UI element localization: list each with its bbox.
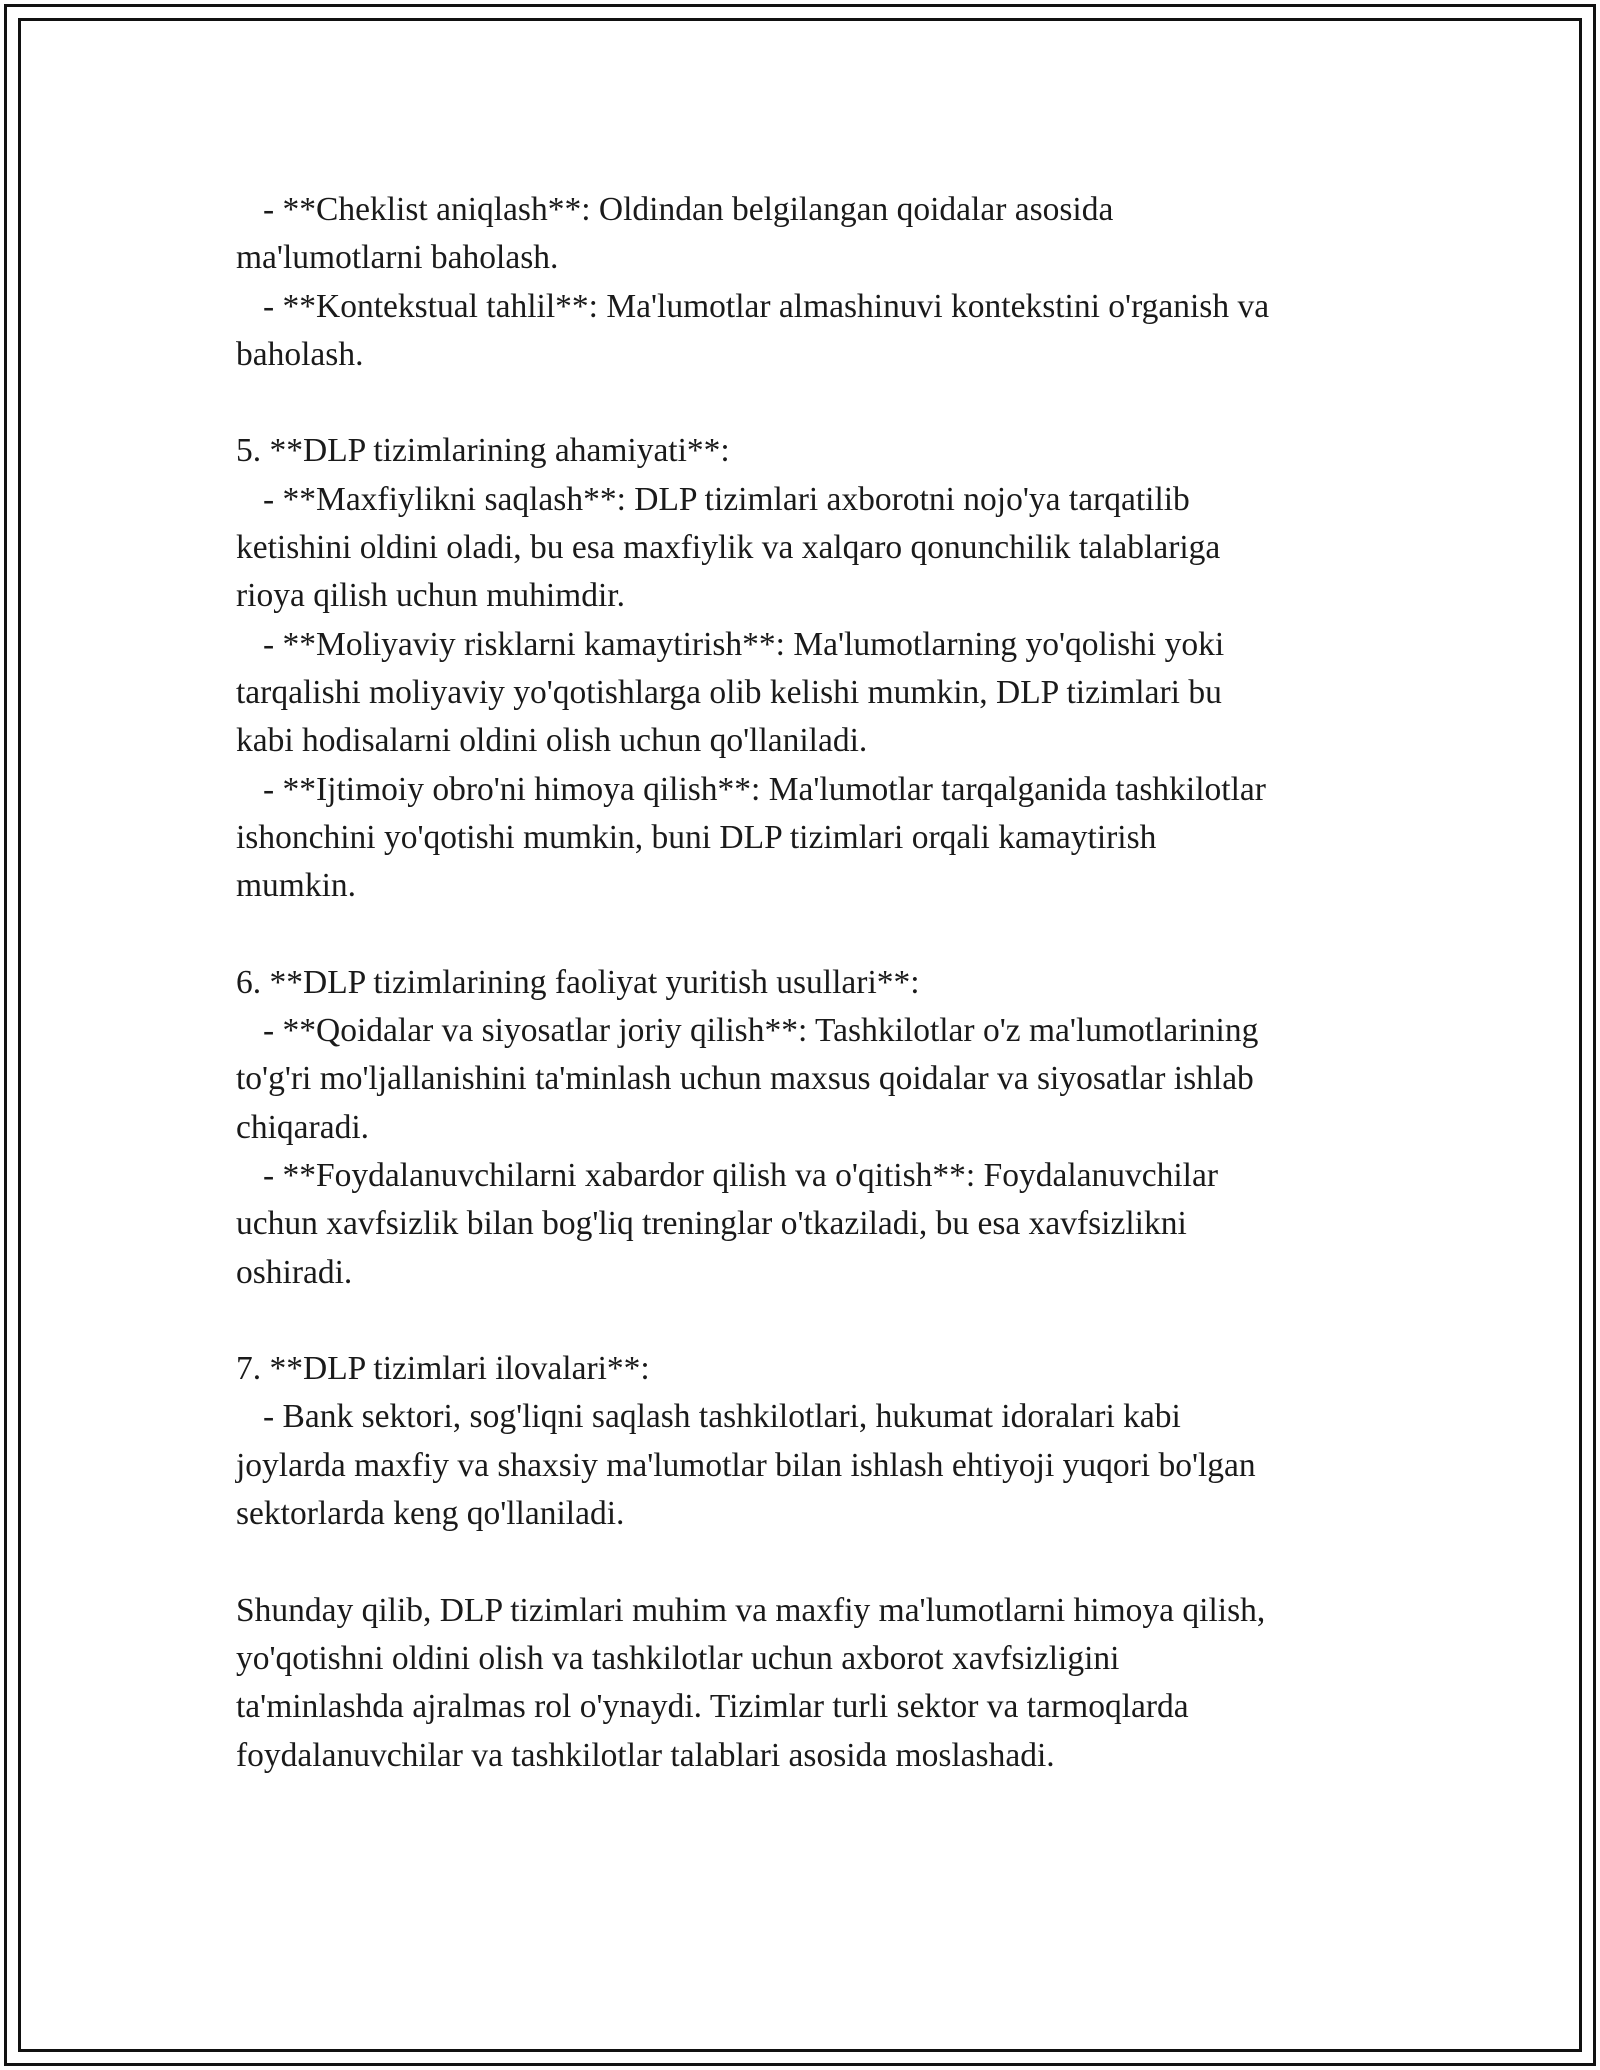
- list-item-continuation: ketishini oldini oladi, bu esa maxfiylik va xalqaro qonunchilik talablariga: [236, 529, 1221, 567]
- list-item-continuation: rioya qilish uchun muhimdir.: [236, 577, 625, 615]
- list-item: - **Qoidalar va siyosatlar joriy qilish**: Tashkilotlar o'z ma'lumotlarining: [263, 1012, 1259, 1050]
- list-item: - **Moliyaviy risklarni kamaytirish**: Ma'lumotlarning yo'qolishi yoki: [263, 625, 1225, 663]
- paragraph-gap: [236, 379, 1376, 427]
- paragraph-gap: [236, 910, 1376, 958]
- list-item-continuation: sektorlarda keng qo'llaniladi.: [236, 1495, 625, 1533]
- list-item-continuation: mumkin.: [236, 867, 357, 905]
- conclusion-line: ta'minlashda ajralmas rol o'ynaydi. Tizimlar turli sektor va tarmoqlarda: [236, 1688, 1189, 1726]
- list-item-continuation: joylarda maxfiy va shaxsiy ma'lumotlar bilan ishlash ehtiyoji yuqori bo'lgan: [236, 1446, 1256, 1484]
- list-item-continuation: to'g'ri mo'ljallanishini ta'minlash uchun maxsus qoidalar va siyosatlar ishlab: [236, 1060, 1254, 1098]
- list-item: - **Maxfiylikni saqlash**: DLP tizimlari axborotni nojo'ya tarqatilib: [263, 480, 1190, 518]
- document-body: [236, 186, 1376, 1780]
- list-item-continuation: baholash.: [236, 335, 364, 373]
- list-item-continuation: ishonchini yo'qotishi mumkin, buni DLP tizimlari orqali kamaytirish: [236, 818, 1157, 856]
- paragraph-gap: [236, 1297, 1376, 1345]
- list-item-continuation: ma'lumotlarni baholash.: [236, 239, 559, 277]
- list-item: - **Foydalanuvchilarni xabardor qilish va o'qitish**: Foydalanuvchilar: [263, 1156, 1219, 1194]
- conclusion-line: yo'qotishni oldini olish va tashkilotlar uchun axborot xavfsizligini: [236, 1639, 1120, 1677]
- list-item: - **Ijtimoiy obro'ni himoya qilish**: Ma'lumotlar tarqalganida tashkilotlar: [263, 770, 1266, 808]
- paragraph-gap: [236, 1538, 1376, 1586]
- list-item-continuation: tarqalishi moliyaviy yo'qotishlarga olib kelishi mumkin, DLP tizimlari bu: [236, 673, 1222, 711]
- conclusion-line: Shunday qilib, DLP tizimlari muhim va maxfiy ma'lumotlarni himoya qilish,: [236, 1591, 1266, 1629]
- list-item: - Bank sektori, sog'liqni saqlash tashkilotlari, hukumat idoralari kabi: [263, 1398, 1181, 1436]
- list-item: - **Cheklist aniqlash**: Oldindan belgilangan qoidalar asosida: [263, 191, 1114, 228]
- section-heading: 7. **DLP tizimlari ilovalari**:: [236, 1350, 650, 1388]
- list-item-continuation: kabi hodisalarni oldini olish uchun qo'llaniladi.: [236, 722, 868, 760]
- section-heading: 6. **DLP tizimlarining faoliyat yuritish usullari**:: [236, 963, 920, 1001]
- list-item-continuation: chiqaradi.: [236, 1108, 370, 1146]
- list-item-continuation: oshiradi.: [236, 1253, 353, 1291]
- list-item-continuation: uchun xavfsizlik bilan bog'liq treninglar o'tkaziladi, bu esa xavfsizlikni: [236, 1205, 1187, 1243]
- conclusion-line: foydalanuvchilar va tashkilotlar talablari asosida moslashadi.: [236, 1736, 1055, 1774]
- list-item: - **Kontekstual tahlil**: Ma'lumotlar almashinuvi kontekstini o'rganish va: [263, 287, 1270, 325]
- section-heading: 5. **DLP tizimlarining ahamiyati**:: [236, 432, 730, 470]
